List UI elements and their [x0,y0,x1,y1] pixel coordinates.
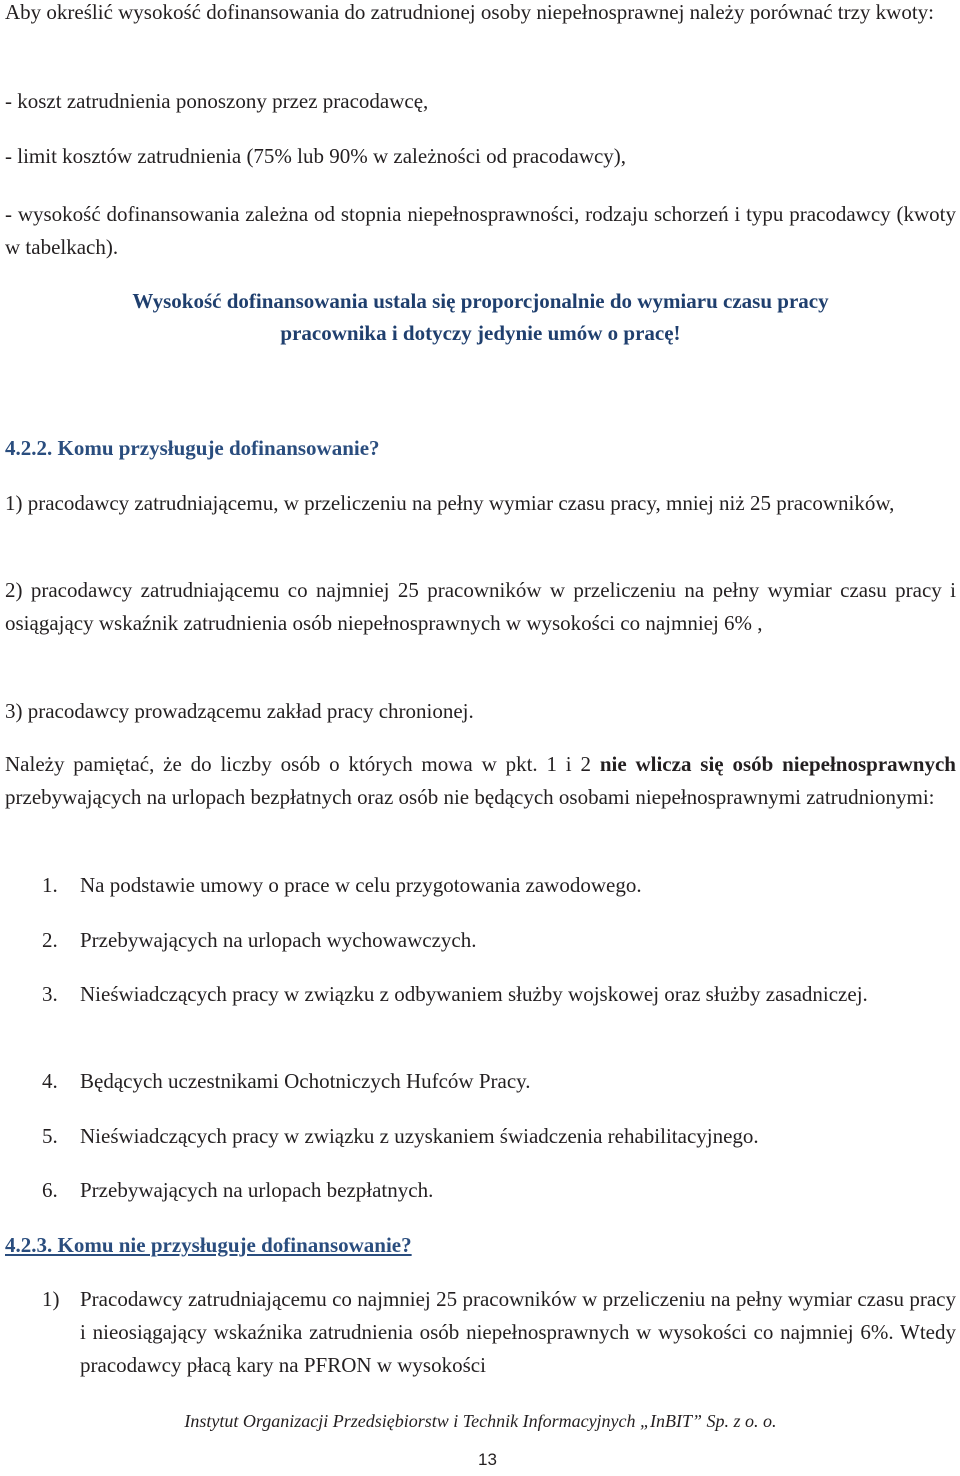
list-item-text: Będących uczestnikami Ochotniczych Hufców Pracy. [80,1069,531,1093]
list-item-text: Przebywających na urlopach bezpłatnych. [80,1178,434,1202]
ineligibility-item-1 [5,1283,956,1382]
intro-item-3: - wysokość dofinansowania zależna od stopnia niepełnosprawności, rodzaju schorzeń i typu pracodawcy (kwoty w tabelkach). [5,202,956,259]
list-item [5,924,956,957]
list-item-number: 5. [42,1124,58,1148]
eligibility-point-2: 2) pracodawcy zatrudniającemu co najmniej 25 pracowników w przeliczeniu na pełny wymiar czasu pracy i osiągający wskaźnik zatrudnienia osób niepełnosprawnych w wysokości co najmniej 6% , [5,578,956,635]
ineligibility-item-number: 1) [42,1287,60,1311]
list-item [5,1174,956,1207]
intro-paragraph: Aby określić wysokość dofinansowania do zatrudnionej osoby niepełnosprawnej należy porównać trzy kwoty: [5,0,935,24]
list-item-number: 2. [42,928,58,952]
note-line-1: Wysokość dofinansowania ustala się proporcjonalnie do wymiaru czasu pracy [132,289,829,313]
list-item-text: Nieświadczących pracy w związku z odbywaniem służby wojskowej oraz służby zasadniczej. [80,982,868,1006]
list-item-number: 6. [42,1178,58,1202]
eligibility-point-3: 3) pracodawcy prowadzącemu zakład pracy chronionej. [5,699,474,723]
list-item-text: Na podstawie umowy o prace w celu przygotowania zawodowego. [80,873,642,897]
exclusion-text-bold: nie wlicza się osób niepełnosprawnych [599,752,956,776]
list-item-text: Przebywających na urlopach wychowawczych. [80,928,477,952]
page-number: 13 [478,1450,497,1469]
list-item-text: Nieświadczących pracy w związku z uzyskaniem świadczenia rehabilitacyjnego. [80,1124,759,1148]
intro-item-1: - koszt zatrudnienia ponoszony przez pracodawcę, [5,89,429,113]
list-item [5,869,956,902]
list-item [5,1120,956,1153]
page-footer: Instytut Organizacji Przedsiębiorstw i Technik Informacyjnych „InBIT” Sp. z o. o. [184,1411,777,1431]
exclusion-paragraph [5,748,956,814]
list-item-number: 3. [42,982,58,1006]
eligibility-point-1: 1) pracodawcy zatrudniającemu, w przeliczeniu na pełny wymiar czasu pracy, mniej niż 25 pracowników, [5,491,895,515]
intro-item-2: - limit kosztów zatrudnienia (75% lub 90% w zależności od pracodawcy), [5,144,627,168]
section-heading-4-2-3: 4.2.3. Komu nie przysługuje dofinansowanie? [5,1233,412,1257]
ineligibility-item-text: Pracodawcy zatrudniającemu co najmniej 25 pracowników w przeliczeniu na pełny wymiar czasu pracy i nieosiągający wskaźnika zatrudnienia osób niepełnosprawnych w wysokości co najmniej 6%. Wtedy pracodawcy płacą kary na PFRON w wysokości [80,1287,956,1377]
list-item-number: 1. [42,873,58,897]
section-heading-4-2-2: 4.2.2. Komu przysługuje dofinansowanie? [5,436,380,460]
list-item [5,978,956,1011]
exclusion-text-start: Należy pamiętać, że do liczby osób o których mowa w pkt. 1 i 2 [5,752,600,776]
exclusion-text-end: przebywających na urlopach bezpłatnych oraz osób nie będących osobami niepełnosprawnymi zatrudnionymi: [5,785,935,809]
document-page [5,0,956,1467]
list-item-number: 4. [42,1069,58,1093]
note-line-2: pracownika i dotyczy jedynie umów o pracę! [280,321,681,345]
list-item [5,1065,956,1098]
